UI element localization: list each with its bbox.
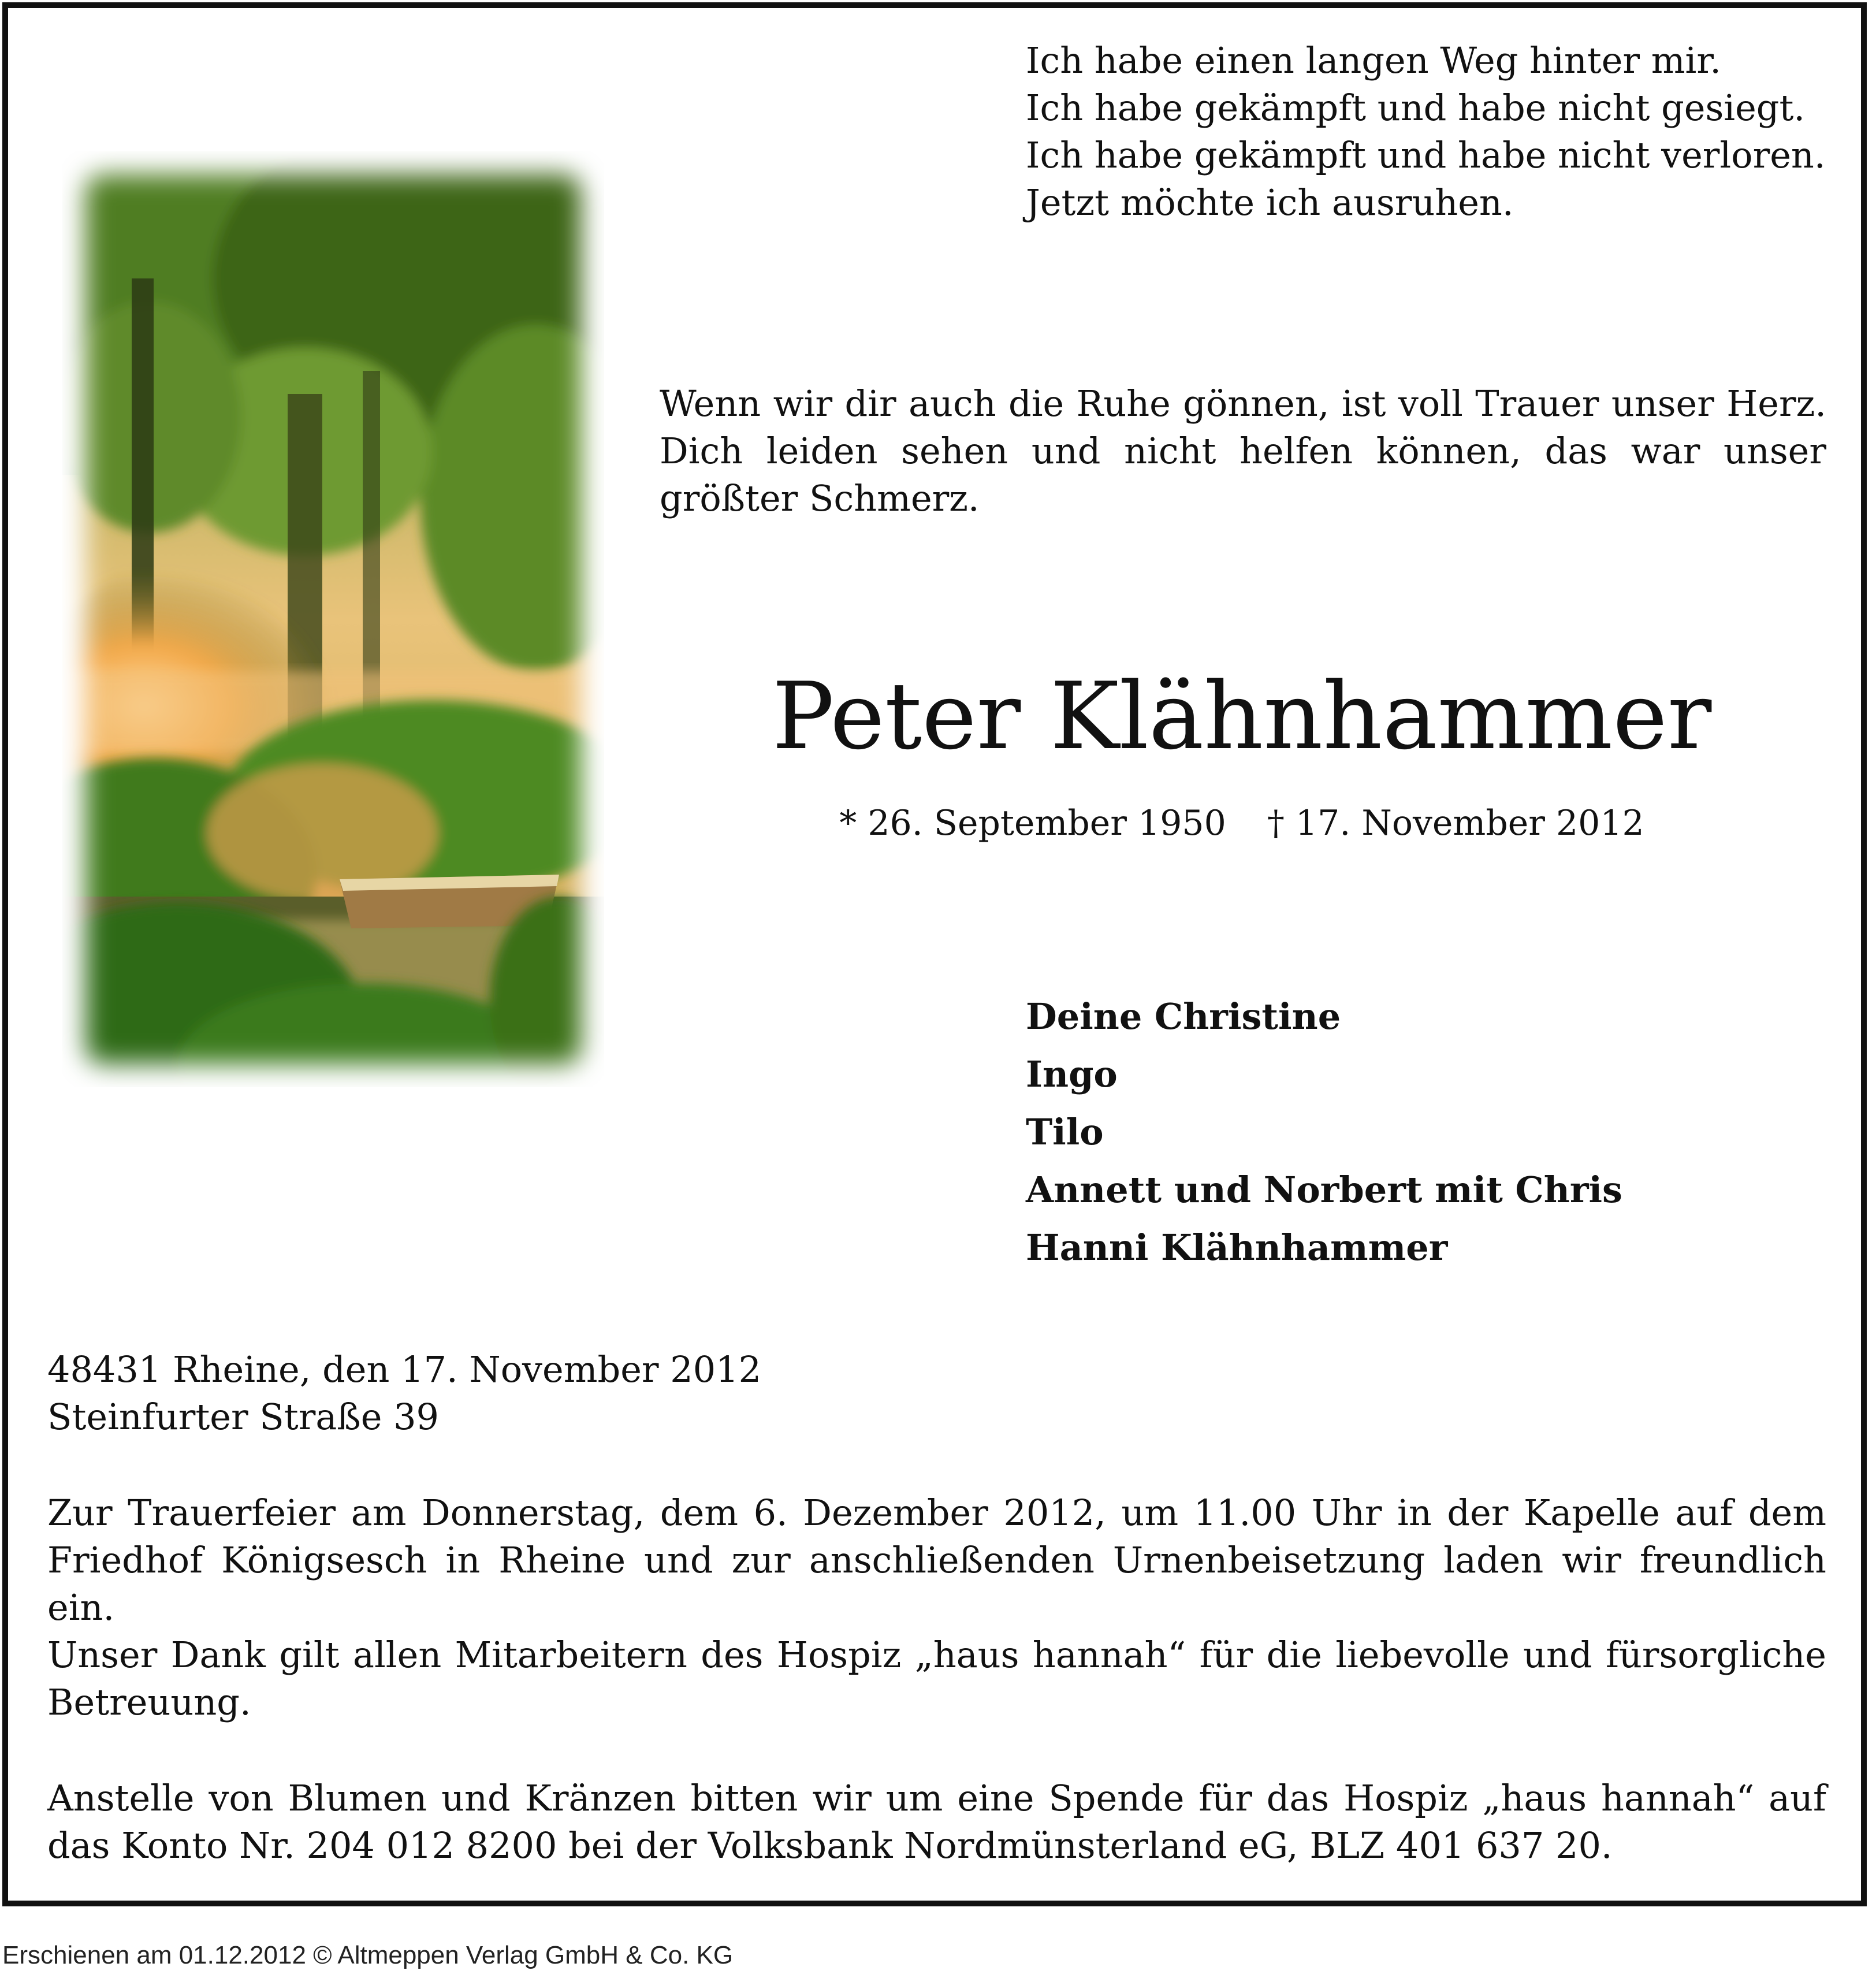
thanks-paragraph: Unser Dank gilt allen Mitarbeitern des Hospiz „haus hannah“ für die liebevolle und fürsorgliche Betreuung. (47, 1634, 1826, 1723)
street-address: Steinfurter Straße 39 (47, 1396, 440, 1438)
mourner-name: Tilo (1026, 1111, 1104, 1153)
mourner-name: Annett und Norbert mit Chris (1026, 1169, 1622, 1211)
mourner-name: Hanni Klähnhammer (1026, 1226, 1448, 1269)
deceased-name: Peter Klähnhammer (772, 662, 1712, 770)
landscape-photo (62, 151, 604, 1087)
poem-line: Jetzt möchte ich ausruhen. (1026, 181, 1514, 224)
ceremony-paragraph: Zur Trauerfeier am Donnerstag, dem 6. Dezember 2012, um 11.00 Uhr in der Kapelle auf dem Friedhof Königsesch in Rheine und zur anschließenden Urnenbeisetzung laden wir freundlich ein. (47, 1492, 1826, 1628)
donation-paragraph: Anstelle von Blumen und Kränzen bitten wir um eine Spende für das Hospiz „haus hannah“ auf das Konto Nr. 204 012 8200 bei der Volksbank Nordmünsterland eG, BLZ 401 637 20. (47, 1777, 1826, 1867)
life-dates (658, 800, 1825, 846)
death-date: † 17. November 2012 (1267, 803, 1644, 843)
birth-date: * 26. September 1950 (839, 803, 1226, 843)
address-block (47, 1346, 914, 1441)
poem-line: Ich habe einen langen Weg hinter mir. (1026, 39, 1721, 81)
mourner-name: Ingo (1026, 1053, 1118, 1095)
poem-line: Ich habe gekämpft und habe nicht gesiegt. (1026, 87, 1806, 129)
mourners-list (1026, 988, 1777, 1277)
place-date: 48431 Rheine, den 17. November 2012 (47, 1348, 762, 1390)
mourning-verse: Wenn wir dir auch die Ruhe gönnen, ist voll Trauer unser Herz. Dich leiden sehen und nicht helfen können, das war unser größter Schmerz. (660, 382, 1826, 519)
publication-footer: Erschienen am 01.12.2012 © Altmeppen Verlag GmbH & Co. KG (2, 1941, 734, 1969)
poem-line: Ich habe gekämpft und habe nicht verloren. (1026, 134, 1826, 176)
poem (1026, 37, 1846, 226)
mourner-name: Deine Christine (1026, 995, 1341, 1038)
